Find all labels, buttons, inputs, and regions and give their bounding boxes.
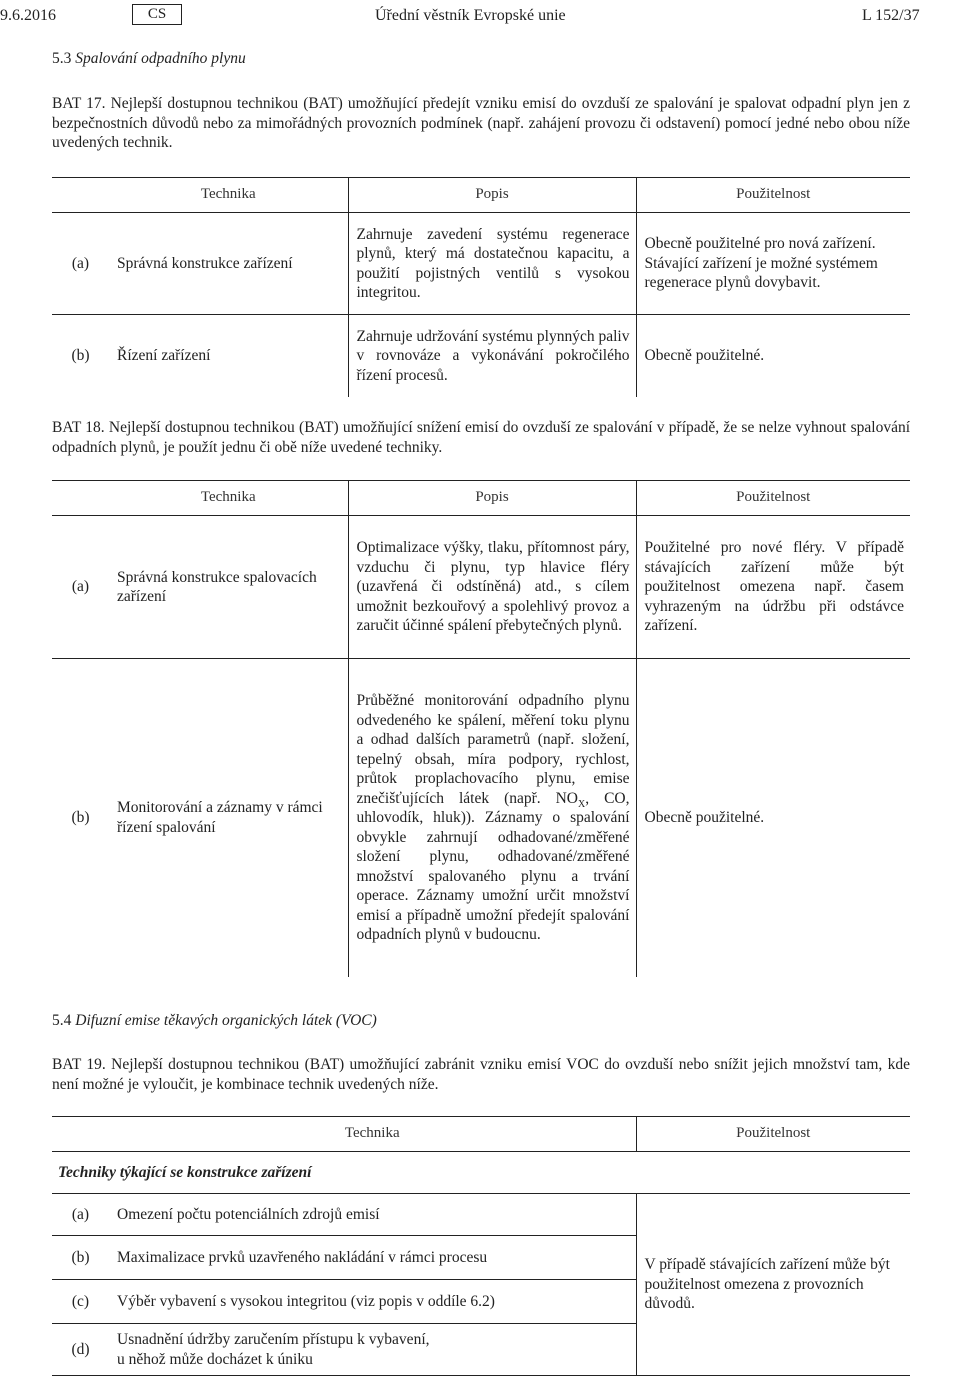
row-description: Zahrnuje udržování systému plynných paliv v rovnováze a vykonávání pokročilého řízení procesů. [348,315,636,397]
row-label: (d) [52,1324,109,1376]
row-description [348,659,636,977]
row-label: (a) [52,213,109,315]
group-heading: Techniky týkající se konstrukce zařízení [52,1152,910,1194]
row-technique: Omezení počtu potenciálních zdrojů emisí [109,1194,636,1236]
page-number: L 152/37 [862,7,920,24]
language-badge: CS [132,4,182,25]
table-group-row [52,1152,910,1194]
bat19-paragraph [52,1055,910,1094]
table-row [52,516,910,659]
row-applicability: V případě stávajících zařízení může být použitelnost omezena z provozních důvodů. [636,1194,910,1376]
col-header-technique: Technika [109,1117,636,1152]
bat-text: Nejlepší dostupnou technikou (BAT) umožňující zabránit vzniku emisí VOC do ovzduší nebo snížit jejich množství tam, kde není možné je vyloučit, je kombinace technik uvedených níže. [52,1056,911,1093]
journal-title: Úřední věstník Evropské unie [375,7,566,24]
row-applicability: Obecně použitelné. [636,659,910,977]
table-row [52,315,910,397]
bat17-table [52,177,910,397]
bat-id: BAT 18. [52,419,105,436]
col-header-applicability: Použitelnost [636,481,910,516]
row-label: (a) [52,1194,109,1236]
row-label: (a) [52,516,109,659]
bat18-table [52,480,910,977]
bat-id: BAT 17. [52,95,106,112]
header-date: 9.6.2016 [0,7,56,24]
bat-text: Nejlepší dostupnou technikou (BAT) umožňující předejít vzniku emisí do ovzduší ze spalování je spalovat odpadní plyn jen z bezpečnostních důvodů nebo za mimořádných provozních podmínek (např. zahájení provozu či odstavení) pomocí jedné nebo obou níže uvedených technik. [52,95,910,151]
bat18-paragraph [52,418,910,457]
section-heading-5-3 [52,49,246,69]
subscript: X [578,798,586,810]
section-title: Spalování odpadního plynu [75,50,246,67]
col-header-technique: Technika [109,178,348,213]
row-description: Optimalizace výšky, tlaku, přítomnost páry, vzduchu či plynu, typ hlavice fléry (uzavřená či odstíněná) atd., s cílem umožnit bezkouřový a spolehlivý provoz a zaručit účinné spálení přebytečných plynů. [348,516,636,659]
row-technique: Usnadnění údržby zaručením přístupu k vybavení, u něhož může docházet k úniku [109,1324,636,1376]
description-part: , CO, uhlovodík, hluk)). Záznamy o spalování obvykle zahrnují odhadované/změřené složení plynu, odhadované/změřené množství spalovaného plynu a trvání operace. Záznamy umožní určit množství emisí a případně umožní předejít spalování odpadních plynů v budoucnu. [356,789,630,943]
row-technique: Monitorování a záznamy v rámci řízení spalování [117,799,323,836]
row-label: (b) [71,809,90,826]
table-row [52,1194,910,1236]
row-label: (b) [52,1236,109,1280]
bat-text: Nejlepší dostupnou technikou (BAT) umožňující snížení emisí do ovzduší ze spalování v případě, že se nelze vyhnout spalování odpadních plynů, je použít jednu či obě níže uvedené techniky. [52,419,911,456]
row-label: (c) [52,1280,109,1324]
col-header-technique: Technika [109,481,348,516]
col-header-description: Popis [348,481,636,516]
row-technique: Výběr vybavení s vysokou integritou (viz popis v oddíle 6.2) [109,1280,636,1324]
row-applicability: Obecně použitelné. [636,315,910,397]
col-header-description: Popis [348,178,636,213]
row-description: Zahrnuje zavedení systému regenerace plynů, který má dostatečnou kapacitu, a použití pojistných ventilů s vysokou integritou. [348,213,636,315]
row-technique: Správná konstrukce zařízení [109,213,348,315]
section-heading-5-4 [52,1011,377,1031]
section-title: Difuzní emise těkavých organických látek (VOC) [75,1012,377,1029]
col-header-applicability: Použitelnost [636,178,910,213]
row-technique: Maximalizace prvků uzavřeného nakládání v rámci procesu [109,1236,636,1280]
table-row [52,659,910,977]
table-row [52,213,910,315]
row-technique: Řízení zařízení [117,347,211,364]
bat17-paragraph [52,94,910,153]
row-applicability: Obecně použitelné pro nová zařízení. Stávající zařízení je možné systémem regenerace plynů dovybavit. [636,213,910,315]
section-number: 5.4 [52,1012,72,1029]
row-technique: Správná konstrukce spalovacích zařízení [109,516,348,659]
row-label: (b) [71,347,90,364]
description-part: Průběžné monitorování odpadního plynu odvedeného ke spálení, měření toku plynu a odhad dalších parametrů (např. složení, tepelný obsah, míra podpory, rychlost, průtok proplachovacího plynu, emise znečišťujících látek (např. NO [356,692,630,807]
section-number: 5.3 [52,50,72,67]
bat19-table [52,1116,910,1376]
row-applicability: Použitelné pro nové fléry. V případě stávajících zařízení může být použitelnost omezena např. časem vyhrazeným na údržbu při odstávce zařízení. [636,516,910,659]
bat-id: BAT 19. [52,1056,106,1073]
col-header-applicability: Použitelnost [636,1117,910,1152]
